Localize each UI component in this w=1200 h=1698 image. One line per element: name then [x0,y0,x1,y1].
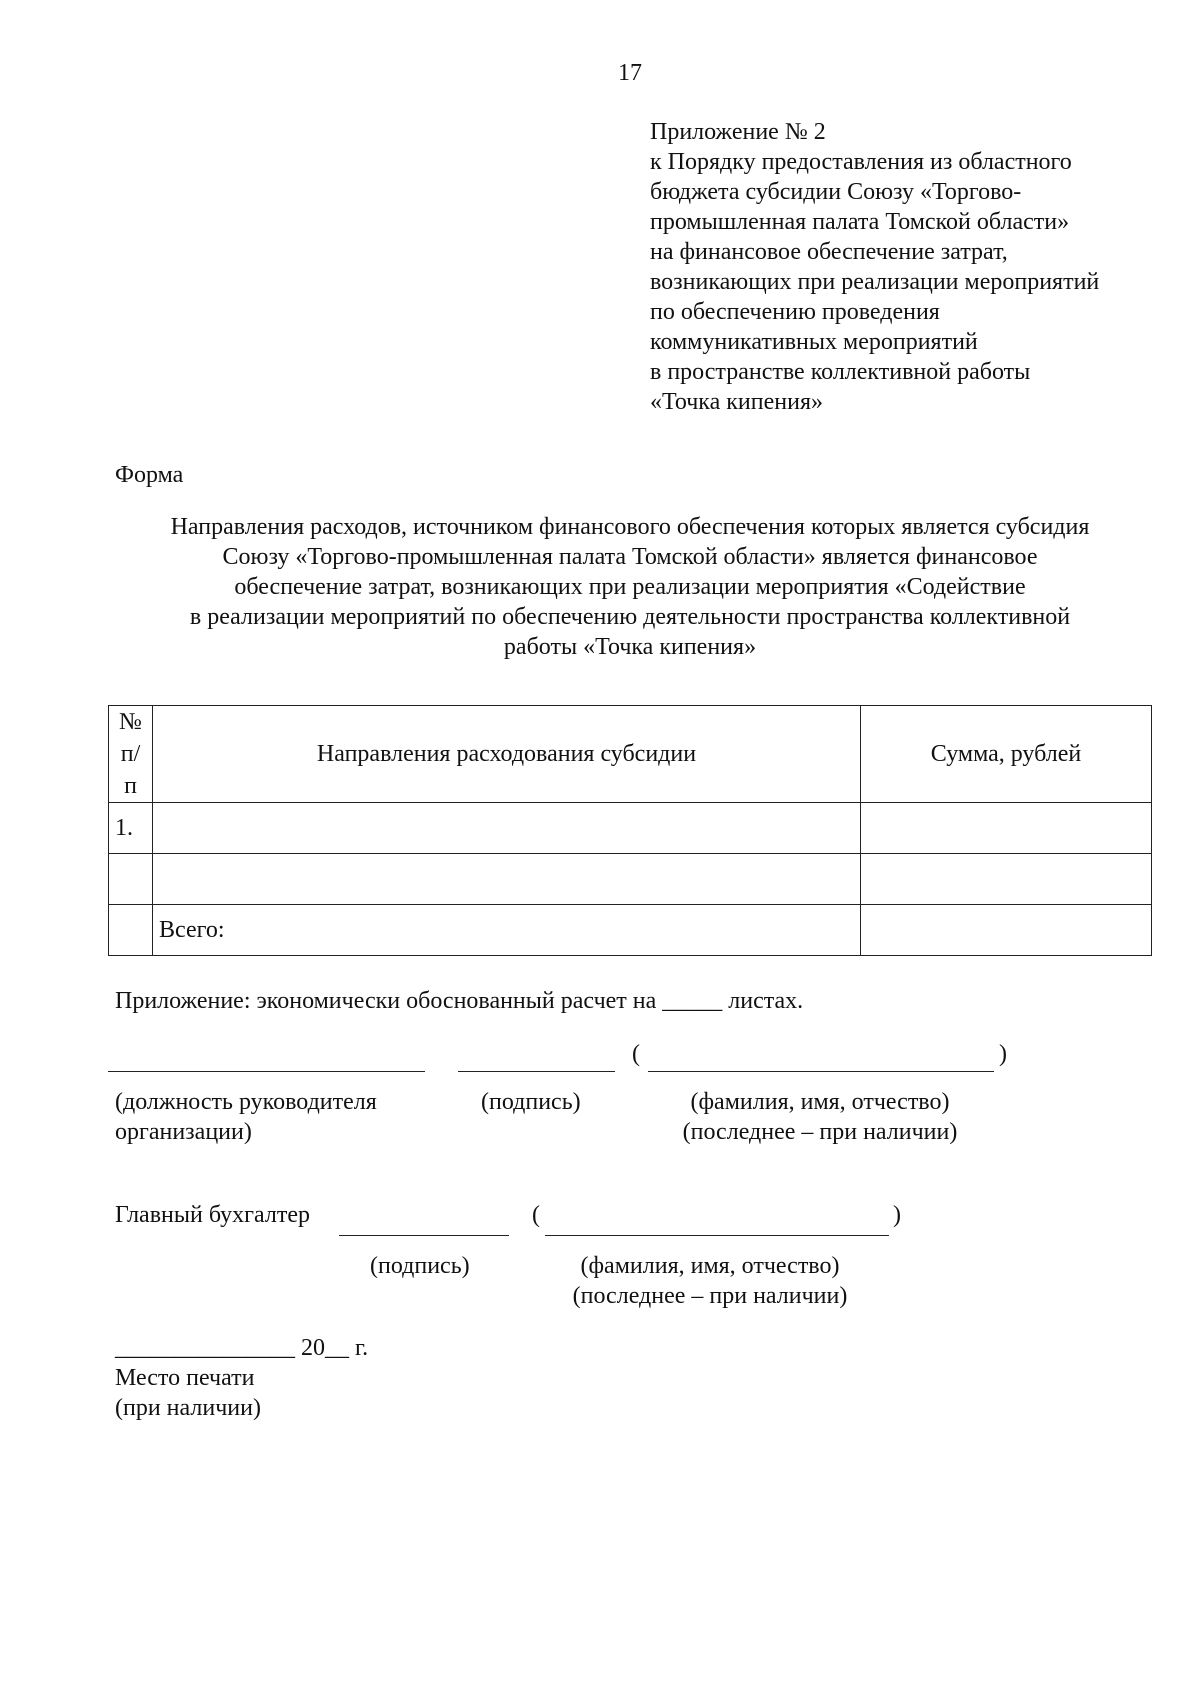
cell-total-label: Всего: [153,905,861,956]
appendix-line: по обеспечению проведения [650,299,940,325]
cell-direction[interactable] [153,854,861,905]
accountant-signature-caption: (подпись) [370,1253,470,1279]
accountant-name-line[interactable] [545,1235,889,1236]
accountant-name-caption-line: (последнее – при наличии) [572,1283,848,1309]
full-name-caption-line: (последнее – при наличии) [682,1119,958,1145]
stamp-place [115,1363,261,1423]
close-paren: ) [893,1202,901,1228]
page-number: 17 [618,60,642,86]
title-line: Направления расходов, источником финансового обеспечения которых является субсидия [170,514,1090,540]
cell-sum[interactable] [861,854,1152,905]
close-paren: ) [999,1041,1007,1067]
cell-direction[interactable] [153,803,861,854]
position-caption-line: организации) [115,1119,252,1145]
cell-sum[interactable] [861,803,1152,854]
document-title [100,512,1160,662]
position-caption-line: (должность руководителя [115,1089,377,1115]
appendix-line: возникающих при реализации мероприятий [650,269,1100,295]
signature-caption: (подпись) [481,1089,581,1115]
appendix-line: на финансовое обеспечение затрат, [650,239,1008,265]
table-row [109,803,1152,854]
title-line: в реализации мероприятий по обеспечению деятельности пространства коллективной [189,604,1071,630]
cell-number[interactable]: 1. [109,803,153,854]
cell-number[interactable] [109,905,153,956]
appendix-line: коммуникативных мероприятий [650,329,978,355]
title-line: Союзу «Торгово-промышленная палата Томской области» является финансовое [222,544,1038,570]
stamp-place-line: (при наличии) [115,1395,261,1421]
title-line: работы «Точка кипения» [503,634,757,660]
appendix-line: к Порядку предоставления из областного [650,149,1072,175]
full-name-caption [660,1087,980,1147]
appendix-line: в пространстве коллективной работы [650,359,1031,385]
accountant-signature-line[interactable] [339,1235,509,1236]
appendix-header [650,117,1170,417]
table-total-row [109,905,1152,956]
attachment-note: Приложение: экономически обоснованный расчет на _____ листах. [115,988,804,1014]
header-number-sign: № [119,709,142,735]
chief-accountant-label: Главный бухгалтер [115,1202,310,1228]
cell-total-sum[interactable] [861,905,1152,956]
open-paren: ( [532,1202,540,1228]
table-row [109,854,1152,905]
appendix-line: «Точка кипения» [650,389,823,415]
stamp-place-line: Место печати [115,1365,255,1391]
open-paren: ( [632,1041,640,1067]
header-sum: Сумма, рублей [861,706,1152,803]
position-caption [115,1087,377,1147]
appendix-line: бюджета субсидии Союзу «Торгово- [650,179,1022,205]
title-line: обеспечение затрат, возникающих при реализации мероприятия «Содействие [234,574,1026,600]
table-header-row [109,706,1152,803]
full-name-caption-line: (фамилия, имя, отчество) [690,1089,950,1115]
header-number-pp: п/п [120,741,141,799]
position-line[interactable] [108,1071,425,1072]
form-label: Форма [115,462,184,488]
appendix-line: Приложение № 2 [650,119,826,145]
accountant-name-caption-line: (фамилия, имя, отчество) [580,1253,840,1279]
signature-line[interactable] [458,1071,615,1072]
full-name-line[interactable] [648,1071,994,1072]
appendix-line: промышленная палата Томской области» [650,209,1070,235]
accountant-name-caption [550,1251,870,1311]
date-line[interactable]: _______________ 20__ г. [115,1335,369,1361]
cell-number[interactable] [109,854,153,905]
header-direction: Направления расходования субсидии [153,706,861,803]
header-number [109,706,153,803]
expense-table [108,705,1152,956]
